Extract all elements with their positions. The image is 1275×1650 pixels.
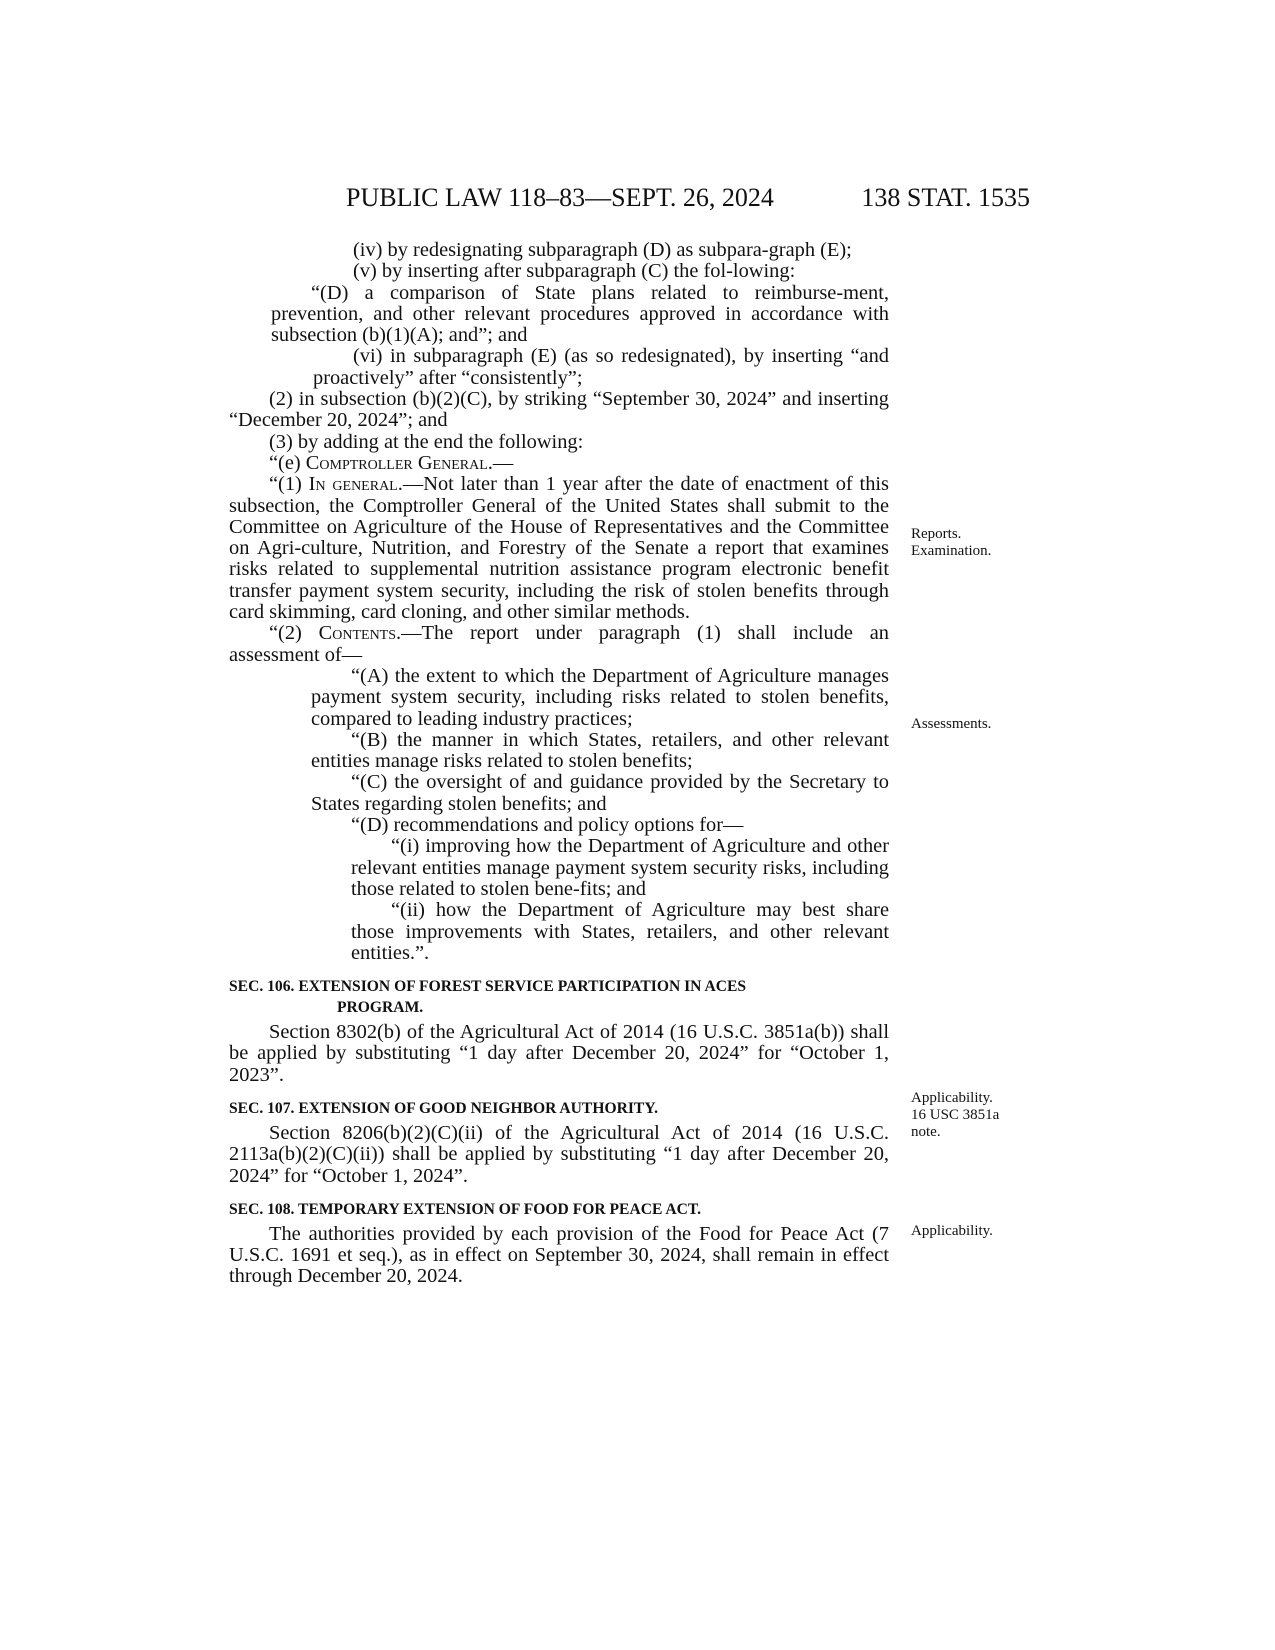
p1-prefix: “(1) — [269, 473, 309, 496]
clause-vi: (vi) in subparagraph (E) (as so redesignated), by inserting “and proactively” after “consistently”; — [313, 345, 889, 389]
subsection-e-prefix: “(e) — [269, 451, 306, 474]
margin-note-assessments: Assessments. — [911, 716, 992, 732]
paragraph-2: (2) in subsection (b)(2)(C), by striking “September 30, 2024” and inserting “December 20, 2024”; and — [229, 388, 889, 432]
section-107-heading: SEC. 107. EXTENSION OF GOOD NEIGHBOR AUTHORITY. — [229, 1099, 659, 1117]
page-header — [346, 183, 1030, 223]
subsection-e-heading — [229, 453, 889, 474]
margin-note-usc-note: note. — [911, 1124, 941, 1140]
section-107-body: Section 8206(b)(2)(C)(ii) of the Agricultural Act of 2014 (16 U.S.C. 2113a(b)(2)(C)(ii)) shall be applied by substituting “1 day after December 20, 2024” for “October 1, 2024”. — [229, 1121, 889, 1187]
section-106-body: Section 8302(b) of the Agricultural Act of 2014 (16 U.S.C. 3851a(b)) shall be applied by substituting “1 day after December 20, 2024” for “October 1, 2023”. — [229, 1021, 889, 1086]
section-108-heading: SEC. 108. TEMPORARY EXTENSION OF FOOD FOR PEACE ACT. — [229, 1200, 702, 1218]
section-106-heading-line1: SEC. 106. EXTENSION OF FOREST SERVICE PARTICIPATION IN ACES — [229, 978, 747, 996]
clause-ii: “(ii) how the Department of Agriculture may best share those improvements with States, retailers, and other relevant entities.”. — [351, 899, 889, 964]
statute-page-ref: 138 STAT. 1535 — [861, 183, 1030, 212]
p2-prefix: “(2) — [269, 622, 319, 645]
subparagraph-d: “(D) recommendations and policy options for— — [351, 814, 744, 837]
clause-i: “(i) improving how the Department of Agriculture and other relevant entities manage payment system security risks, including those related to stolen bene-fits; and — [351, 835, 889, 900]
subparagraph-a: “(A) the extent to which the Department of Agriculture manages payment system security, including risks related to stolen benefits, compared to leading industry practices; — [311, 664, 889, 730]
margin-note-applicability-107: Applicability. — [911, 1223, 993, 1239]
margin-note-examination: Examination. — [911, 543, 992, 559]
margin-note-reports: Reports. — [911, 526, 962, 542]
section-106-heading-line2: PROGRAM. — [337, 999, 424, 1017]
section-108-body: The authorities provided by each provision of the Food for Peace Act (7 U.S.C. 1691 et seq.), as in effect on September 30, 2024, shall remain in effect through December 20, 2024. — [229, 1222, 889, 1288]
paragraph-3: (3) by adding at the end the following: — [269, 430, 584, 453]
subparagraph-b: “(B) the manner in which States, retailers, and other relevant entities manage risks related to stolen benefits; — [311, 728, 889, 773]
p1-text: .—Not later than 1 year after the date of enactment of this subsection, the Comptroller General of the United States shall submit to the Committee on Agriculture of the House of Representatives and the Committee on Agri-culture, Nutrition, and Forestry of the Senate a report that examines risks related to supplemental nutrition assistance program electronic benefit transfer payment system security, including the risk of stolen benefits through card skimming, card cloning, and other similar methods. — [229, 473, 889, 624]
p1-heading: In general — [308, 473, 398, 496]
document-body — [229, 240, 889, 1288]
section-106-heading — [229, 976, 889, 1018]
margin-note-applicability-106: Applicability. — [911, 1090, 993, 1106]
public-law-title: PUBLIC LAW 118–83—SEPT. 26, 2024 — [346, 183, 774, 212]
paragraph-1-in-general — [229, 474, 889, 623]
margin-note-usc-3851a: 16 USC 3851a — [911, 1107, 1000, 1123]
subparagraph-c: “(C) the oversight of and guidance provided by the Secretary to States regarding stolen benefits; and — [311, 771, 889, 815]
clause-v: (v) by inserting after subparagraph (C) the fol-lowing: — [353, 260, 796, 283]
quoted-subparagraph-d: “(D) a comparison of State plans related to reimburse-ment, prevention, and other relevant procedures approved in accordance with subsection (b)(1)(A); and”; and — [271, 281, 889, 347]
clause-iv: (iv) by redesignating subparagraph (D) as subpara-graph (E); — [353, 239, 852, 261]
paragraph-2-contents — [229, 623, 889, 666]
subsection-e-suffix: .— — [487, 451, 514, 474]
p2-text: .—The report under paragraph (1) shall include an assessment of— — [229, 622, 889, 666]
p2-heading: Contents — [318, 622, 397, 645]
subsection-e-title: Comptroller General — [305, 451, 488, 474]
